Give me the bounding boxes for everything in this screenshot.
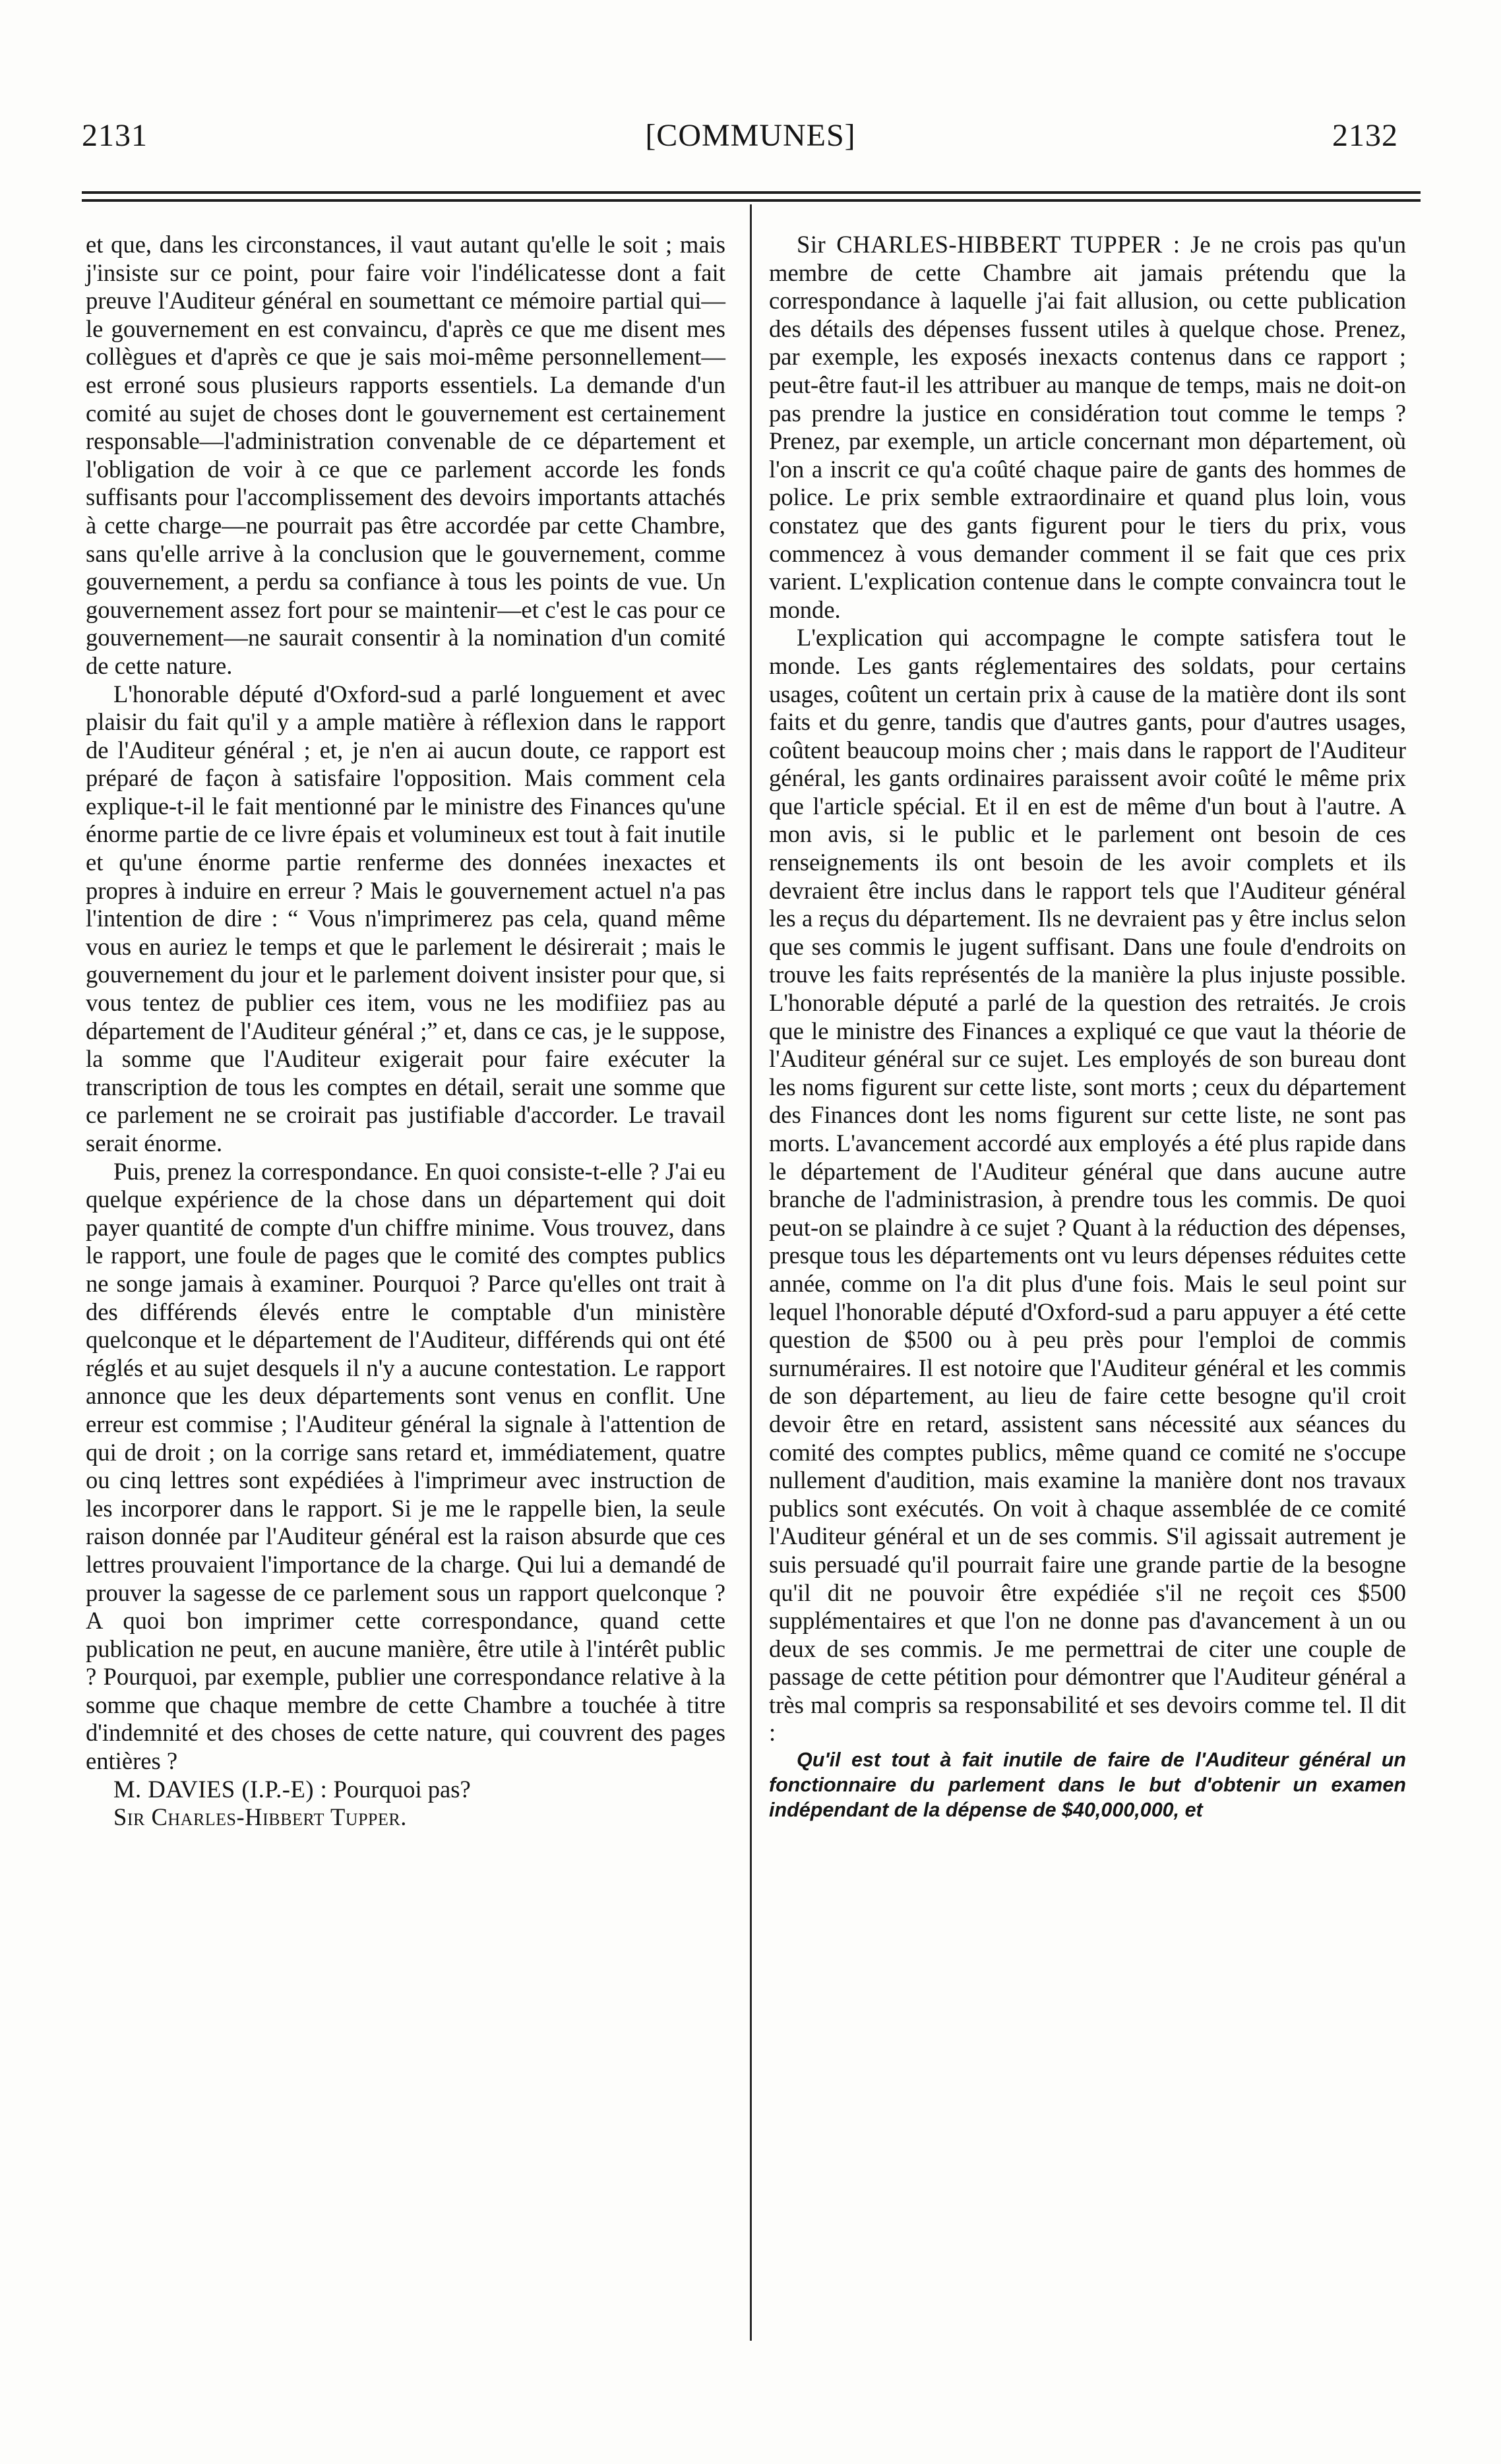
left-column bbox=[86, 231, 725, 1832]
speaker-interjection bbox=[86, 1776, 725, 1804]
paragraph: Puis, prenez la correspondance. En quoi consiste-t-elle ? J'ai eu quelque expérience de la chose dans un département qui doit payer quantité de compte d'un chiffre minime. Vous trouvez, dans le rapport, une foule de pages que le comité des comptes publics ne songe jamais à examiner. Pourquoi ? Parce qu'elles ont trait à des différends élevés entre le comptable d'un ministère quelconque et le département de l'Auditeur, différends qui ont été réglés et au sujet desquels il n'y a aucune contestation. Le rapport annonce que les deux départements sont venus en conflit. Une erreur est commise ; l'Auditeur général la signale à l'attention de qui de droit ; on la corrige sans retard et, immédiatement, quatre ou cinq lettres sont expédiées à l'imprimeur avec instruction de les incorporer dans le rapport. Si je me le rappelle bien, la seule raison donnée par l'Auditeur général est la raison absurde que ces lettres prouvaient l'importance de la charge. Qui lui a demandé de prouver la sagesse de ce parlement sous un rapport quelconque ? A quoi bon imprimer cette correspondance, quand cette publication ne peut, en aucune manière, être utile à l'intérêt public ? Pourquoi, par exemple, publier une correspondance relative à la somme que chaque membre de cette Chambre a touchée à titre d'indemnité et des choses de cette nature, qui couvrent des pages entières ? bbox=[86, 1157, 725, 1775]
running-header-title: [COMMUNES] bbox=[645, 118, 856, 153]
speaker-text: Pourquoi pas? bbox=[333, 1775, 471, 1803]
paragraph: et que, dans les circonstances, il vaut autant qu'elle le soit ; mais j'insiste sur ce point, pour faire voir l'indélicatesse dont a fait preuve l'Auditeur général en soumettant ce mémoire partial qui—le gouvernement en est convaincu, d'après ce que me disent mes collègues et d'après ce que je sais moi-même personnellement—est erroné sous plusieurs rapports essentiels. La demande d'un comité au sujet de choses dont le gouvernement est certainement responsable—l'administration convenable de ce département et l'obligation de voir à ce que ce parlement accorde les fonds suffisants pour l'accomplissement des devoirs importants attachés à cette charge—ne pourrait pas être accordée par cette Chambre, sans qu'elle arrive à la conclusion que le gouvernement, comme gouvernement, a perdu sa confiance à tous les points de vue. Un gouvernement assez fort pour se maintenir—et c'est le cas pour ce gouvernement—ne saurait consentir à la nomination d'un comité de cette nature. bbox=[86, 231, 725, 679]
header-rule-bottom bbox=[82, 199, 1421, 202]
quoted-passage: Qu'il est tout à fait inutile de faire de l'Auditeur général un fonctionnaire du parlement dans le but d'obtenir un examen indépendant de la dépense de $40,000,000, et bbox=[769, 1749, 1406, 1822]
speaker-continuation bbox=[86, 1803, 725, 1832]
right-column bbox=[769, 231, 1406, 1822]
page-number-right: 2132 bbox=[1332, 118, 1398, 153]
speaker-text: Je ne crois pas qu'un membre de cette Chambre ait jamais prétendu que la correspondance à laquelle j'ai fait allusion, ou cette publication des détails des dépenses fussent utiles à quelque chose. Prenez, par exemple, les exposés inexacts contenus dans ce rapport ; peut-être faut-il les attribuer au manque de temps, mais ne doit-on pas prendre la justice en considération tout comme le temps ? Prenez, par exemple, un article concernant mon département, où l'on a inscrit ce qu'a coûté chaque paire de gants des hommes de police. Le prix semble extraordinaire et quand plus loin, vous constatez que des gants figurent pour le tiers du prix, vous commencez à vous demander comment il se fait que ces prix varient. L'explication contenue dans le compte convaincra tout le monde. bbox=[769, 231, 1407, 623]
paragraph: L'honorable député d'Oxford-sud a parlé longuement et avec plaisir du fait qu'il y a ample matière à réflexion dans le rapport de l'Auditeur général ; et, je n'en ai aucun doute, ce rapport est préparé de façon à satisfaire l'opposition. Mais comment cela explique-t-il le fait mentionné par le ministre des Finances qu'une énorme partie de ce livre épais et volumineux est tout à fait inutile et qu'une énorme partie renferme des données inexactes et propres à induire en erreur ? Mais le gouvernement actuel n'a pas l'intention de dire : “ Vous n'imprimerez pas cela, quand même vous en auriez le temps et que le parlement le désirerait ; mais le gouvernement du jour et le parlement doivent insister pour que, si vous tentez de publier ces item, vous ne les modifiiez pas au département de l'Auditeur général ;” et, dans ce cas, je le suppose, la somme que l'Auditeur exigerait pour faire exécuter la transcription de tous les comptes en détail, serait une somme que ce parlement ne se croirait pas justifiable d'accorder. Le travail serait énorme. bbox=[86, 680, 725, 1157]
speaker-name: M. DAVIES (I.P.-E) : bbox=[113, 1775, 328, 1803]
speaker-name: Sir Charles-Hibbert Tupper. bbox=[113, 1803, 407, 1831]
paragraph: L'explication qui accompagne le compte satisfera tout le monde. Les gants réglementaires des soldats, pour certains usages, coûtent un certain prix à cause de la matière dont ils sont faits et du genre, tandis que d'autres gants, pour d'autres usages, coûtent beaucoup moins cher ; mais dans le rapport de l'Auditeur général, les gants ordinaires paraissent avoir coûté le même prix que l'article spécial. Et il en est de même d'un bout à l'autre. A mon avis, si le public et le parlement ont besoin de ces renseignements ils ont besoin de les avoir complets et ils devraient être inclus dans le rapport tels que l'Auditeur général les a reçus du département. Ils ne devraient pas y être inclus selon que ses commis le jugent suffisant. Dans une foule d'endroits on trouve les faits représentés de la manière la plus injuste possible. L'honorable député a parlé de la question des retraités. Je crois que le ministre des Finances a expliqué ce que vaut la théorie de l'Auditeur général sur ce sujet. Les employés de son bureau dont les noms figurent sur cette liste, sont morts ; ceux du département des Finances dont les noms figurent sur cette liste, ne sont pas morts. L'avancement accordé aux employés a été plus rapide dans le département de l'Auditeur général que dans aucune autre branche de l'administrasion, à prendre tous les commis. De quoi peut-on se plaindre à ce sujet ? Quant à la réduction des dépenses, presque tous les départements ont vu leurs dépenses réduites cette année, comme on l'a dit plus d'une fois. Mais le seul point sur lequel l'honorable député d'Oxford-sud a paru appuyer a été cette question de $500 ou à peu près pour l'emploi de commis surnuméraires. Il est notoire que l'Auditeur général et les commis de son département, au lieu de faire cette besogne qu'il croit devoir être en retard, assistent sans nécessité aux séances du comité des comptes publics, même quand ce comité ne s'occupe nullement d'audition, mais examine la manière dont nos travaux publics sont exécutés. On voit à chaque assemblée de ce comité l'Auditeur général et un de ses commis. S'il agissait autrement je suis persuadé qu'il pourrait faire une grande partie de la besogne qu'il dit ne pouvoir être expédiée s'il ne reçoit ces $500 supplémentaires et que l'on ne donne pas d'avancement à un ou deux de ses commis. Je me permettrai de citer une couple de passage de cette pétition pour démontrer que l'Auditeur général a très mal compris sa responsabilité et ses devoirs comme tel. Il dit : bbox=[769, 624, 1406, 1747]
column-divider bbox=[750, 204, 752, 2341]
header-rule-top bbox=[82, 191, 1421, 194]
paragraph bbox=[769, 231, 1406, 624]
speaker-name: Sir CHARLES-HIBBERT TUPPER : bbox=[797, 231, 1180, 258]
page-number-left: 2131 bbox=[82, 118, 148, 153]
